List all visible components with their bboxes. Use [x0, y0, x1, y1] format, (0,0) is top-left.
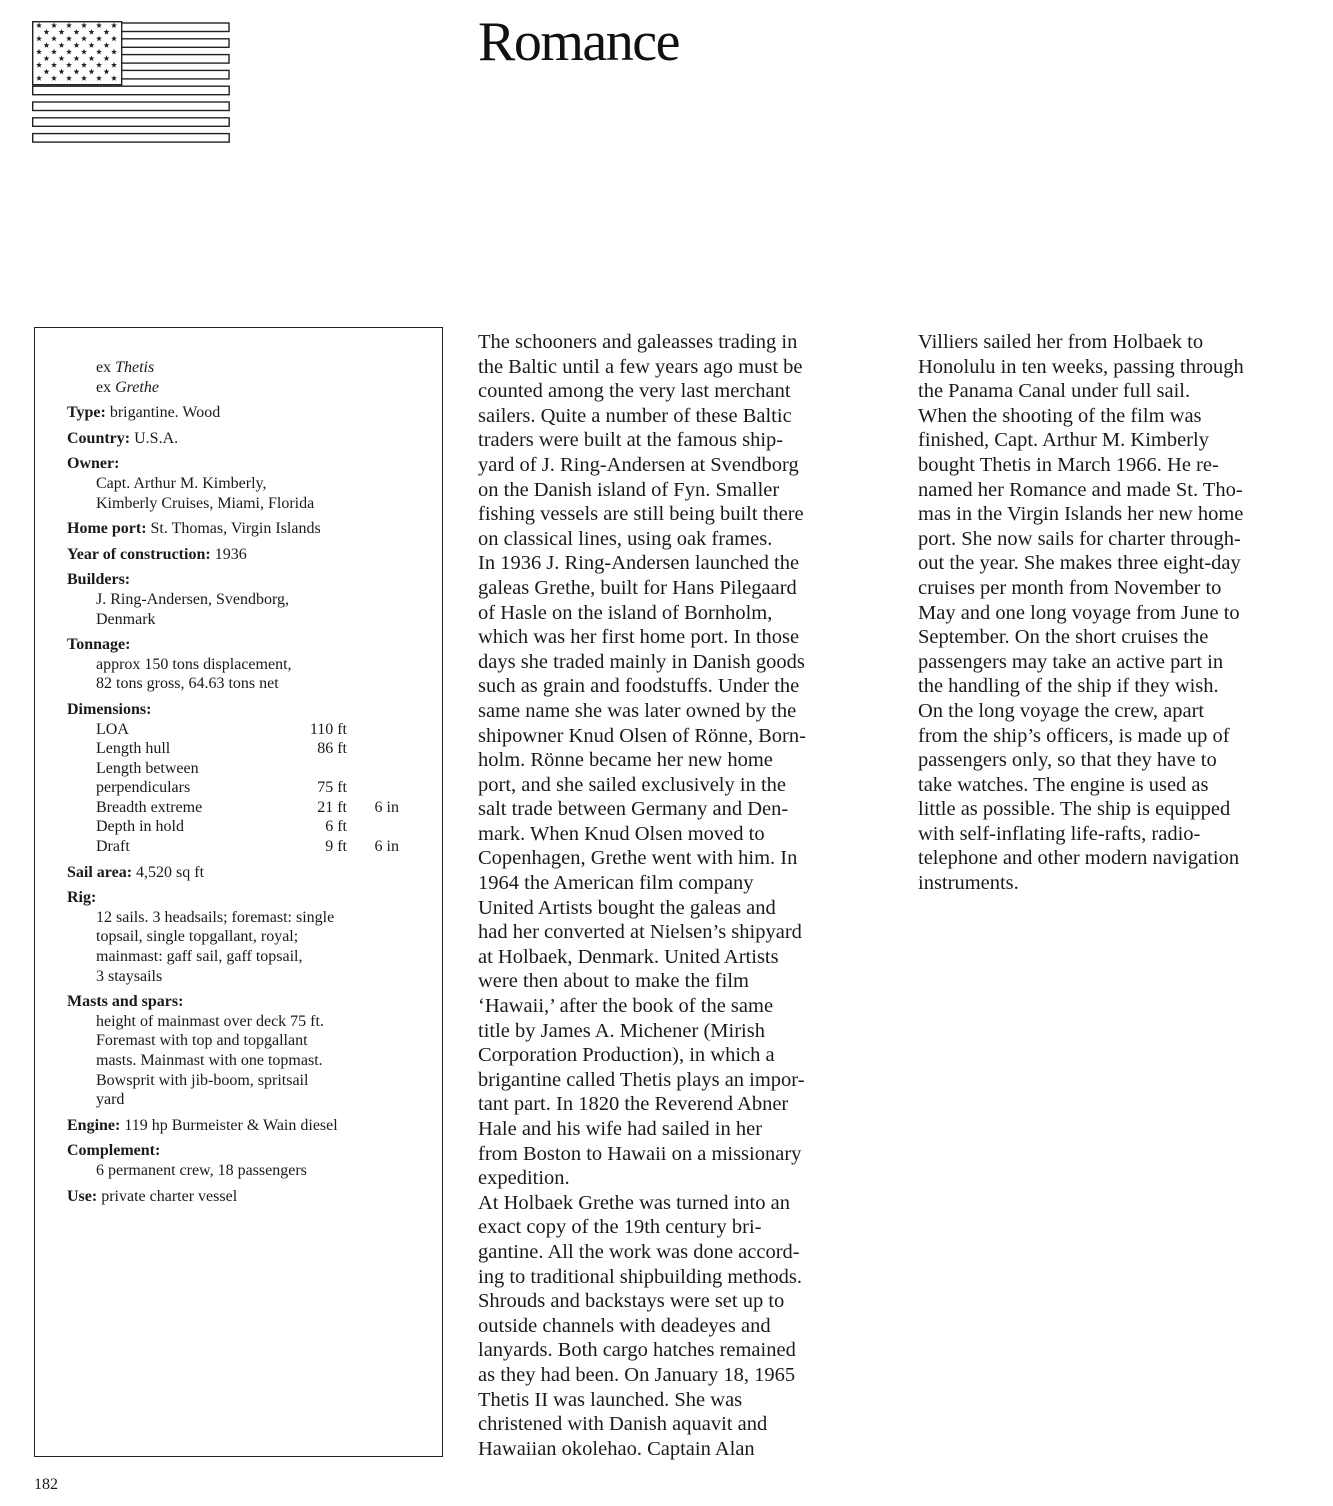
text-line: galeas Grethe, built for Hans Pilegaard	[478, 576, 797, 599]
text-line: take watches. The engine is used as	[918, 773, 1209, 796]
text-line: shipowner Knud Olsen of Rönne, Born-	[478, 724, 806, 747]
text-line: mark. When Knud Olsen moved to	[478, 822, 765, 845]
flag-stripe	[33, 102, 230, 111]
text-line: on the Danish island of Fyn. Smaller	[478, 478, 780, 501]
text-line: from Boston to Hawaii on a missionary	[478, 1142, 802, 1165]
page-title: Romance	[478, 11, 679, 73]
text-line: May and one long voyage from June to	[918, 601, 1240, 624]
text-line: at Holbaek, Denmark. United Artists	[478, 945, 779, 968]
spec-owner: Owner: Capt. Arthur M. Kimberly, Kimberly Cruises, Miami, Florida	[67, 455, 315, 512]
text-line: counted among the very last merchant	[478, 380, 791, 403]
spec-engine: Engine: 119 hp Burmeister & Wain diesel	[67, 1116, 338, 1134]
dimension-row: Draft 9 ft 6 in	[96, 838, 399, 856]
text-line: tant part. In 1820 the Reverend Abner	[478, 1093, 789, 1116]
text-line: Honolulu in ten weeks, passing through	[918, 355, 1244, 378]
text-line: the Panama Canal under full sail.	[918, 380, 1191, 403]
dimension-row: perpendiculars 75 ft	[96, 779, 347, 797]
text-line: Corporation Production), in which a	[478, 1044, 775, 1067]
body-column-2	[918, 330, 1323, 896]
flag-stripe	[121, 55, 229, 64]
ex-name-2: ex Grethe	[96, 378, 159, 396]
text-line: September. On the short cruises the	[918, 626, 1209, 649]
usa-flag-icon	[32, 21, 230, 147]
text-line: christened with Danish aquavit and	[478, 1413, 768, 1436]
spec-sheet	[67, 358, 437, 1206]
body-paragraph	[478, 551, 893, 1190]
flag-stripe	[121, 23, 229, 32]
spec-rig: Rig: 12 sails. 3 headsails; foremast: single topsail, single topgallant, royal; mainmast: gaff sail, gaff topsail, 3 staysails	[67, 889, 335, 985]
text-line: finished, Capt. Arthur M. Kimberly	[918, 429, 1209, 452]
text-line: were then about to make the film	[478, 970, 749, 993]
text-line: cruises per month from November to	[918, 576, 1222, 599]
text-line: expedition.	[478, 1167, 570, 1190]
spec-tonnage: Tonnage: approx 150 tons displacement, 82 tons gross, 64.63 tons net	[67, 636, 292, 693]
text-line: gantine. All the work was done accord-	[478, 1240, 800, 1263]
text-line: as they had been. On January 18, 1965	[478, 1363, 796, 1386]
text-line: mas in the Virgin Islands her new home	[918, 503, 1244, 526]
text-line: holm. Rönne became her new home	[478, 749, 773, 772]
text-line: traders were built at the famous ship-	[478, 429, 784, 452]
text-line: In 1936 J. Ring-Andersen launched the	[478, 552, 800, 575]
spec-home-port: Home port: St. Thomas, Virgin Islands	[67, 520, 321, 538]
text-line: port, and she sailed exclusively in the	[478, 773, 786, 796]
text-line: 1964 the American film company	[478, 872, 754, 895]
text-line: brigantine called Thetis plays an impor-	[478, 1068, 805, 1091]
body-paragraph	[918, 330, 1323, 404]
text-line: ‘Hawaii,’ after the book of the same	[478, 995, 774, 1018]
dimension-row: Length between	[96, 759, 199, 777]
text-line: Villiers sailed her from Holbaek to	[918, 331, 1204, 353]
spec-complement: Complement: 6 permanent crew, 18 passengers	[67, 1142, 307, 1179]
text-line: yard of J. Ring-Andersen at Svendborg	[478, 453, 799, 476]
text-line: had her converted at Nielsen’s shipyard	[478, 921, 802, 944]
dimension-row: Depth in hold 6 ft	[96, 818, 347, 836]
text-line: the Baltic until a few years ago must be	[478, 355, 803, 378]
text-line: such as grain and foodstuffs. Under the	[478, 675, 800, 698]
text-line: Copenhagen, Grethe went with him. In	[478, 847, 798, 870]
text-line: passengers may take an active part in	[918, 650, 1224, 673]
dimension-row: Breadth extreme 21 ft 6 in	[96, 798, 399, 816]
spec-dimensions: Dimensions: LOA 110 ft Length hull 86 ft Length between perpendiculars 75 ft Breadth extreme 21 ft 6 in Depth in hold 6 ft Draft 9 ft 6 in	[67, 700, 399, 856]
spec-sail-area: Sail area: 4,520 sq ft	[67, 863, 205, 881]
body-column-1	[478, 330, 893, 1461]
text-line: Thetis II was launched. She was	[478, 1388, 743, 1411]
text-line: salt trade between Germany and Den-	[478, 798, 789, 821]
flag-stripe	[121, 70, 229, 79]
text-line: United Artists bought the galeas and	[478, 896, 776, 919]
dimension-row: Length hull 86 ft	[96, 740, 347, 758]
text-line: Hale and his wife had sailed in her	[478, 1118, 763, 1140]
spec-type: Type: brigantine. Wood	[67, 404, 221, 422]
text-line: bought Thetis in March 1966. He re-	[918, 453, 1219, 476]
page-number: 182	[34, 1476, 58, 1493]
body-paragraph	[478, 330, 893, 551]
text-line: On the long voyage the crew, apart	[918, 699, 1205, 722]
spec-masts: Masts and spars: height of mainmast over deck 75 ft. Foremast with top and topgallant masts. Mainmast with one topmast. Bowsprit with jib-boom, spritsail yard	[67, 993, 324, 1109]
text-line: fishing vessels are still being built there	[478, 503, 804, 526]
text-line: named her Romance and made St. Tho-	[918, 478, 1243, 501]
text-line: days she traded mainly in Danish goods	[478, 650, 805, 673]
text-line: the handling of the ship if they wish.	[918, 675, 1219, 698]
dimensions-table	[96, 720, 399, 857]
body-paragraph	[918, 404, 1323, 699]
flag-stripe	[33, 134, 230, 143]
text-line: which was her first home port. In those	[478, 626, 800, 649]
text-line: telephone and other modern navigation	[918, 847, 1240, 870]
text-line: When the shooting of the film was	[918, 404, 1202, 427]
text-line: Hawaiian okolehao. Captain Alan	[478, 1437, 755, 1460]
text-line: same name she was later owned by the	[478, 699, 797, 722]
ex-name-1: ex Thetis	[96, 359, 155, 376]
body-paragraph	[478, 1191, 893, 1462]
text-line: out the year. She makes three eight-day	[918, 552, 1241, 575]
text-line: passengers only, so that they have to	[918, 749, 1217, 772]
dimension-row: LOA 110 ft	[96, 720, 347, 738]
text-line: with self-inflating life-rafts, radio-	[918, 822, 1201, 845]
text-line: sailers. Quite a number of these Baltic	[478, 404, 792, 427]
body-paragraph	[918, 699, 1323, 896]
text-line: title by James A. Michener (Mirish	[478, 1019, 765, 1042]
text-line: from the ship’s officers, is made up of	[918, 724, 1230, 747]
spec-builders: Builders: J. Ring-Andersen, Svendborg, Denmark	[67, 571, 290, 628]
text-line: instruments.	[918, 872, 1019, 895]
text-line: At Holbaek Grethe was turned into an	[478, 1191, 790, 1214]
text-line: The schooners and galeasses trading in	[478, 331, 798, 353]
spec-year: Year of construction: 1936	[67, 545, 247, 563]
text-line: outside channels with deadeyes and	[478, 1314, 771, 1337]
text-line: lanyards. Both cargo hatches remained	[478, 1339, 796, 1362]
flag-stripe	[33, 118, 230, 127]
text-line: of Hasle on the island of Bornholm,	[478, 601, 773, 624]
text-line: on classical lines, using oak frames.	[478, 527, 773, 550]
flag-stripe	[121, 39, 229, 48]
text-line: Shrouds and backstays were set up to	[478, 1290, 785, 1313]
text-line: port. She now sails for charter through-	[918, 527, 1241, 550]
spec-country: Country: U.S.A.	[67, 429, 179, 447]
text-line: exact copy of the 19th century bri-	[478, 1216, 762, 1239]
text-line: ing to traditional shipbuilding methods.	[478, 1265, 802, 1288]
spec-use: Use: private charter vessel	[67, 1187, 238, 1205]
text-line: little as possible. The ship is equipped	[918, 798, 1231, 821]
flag-stripe	[33, 86, 230, 95]
